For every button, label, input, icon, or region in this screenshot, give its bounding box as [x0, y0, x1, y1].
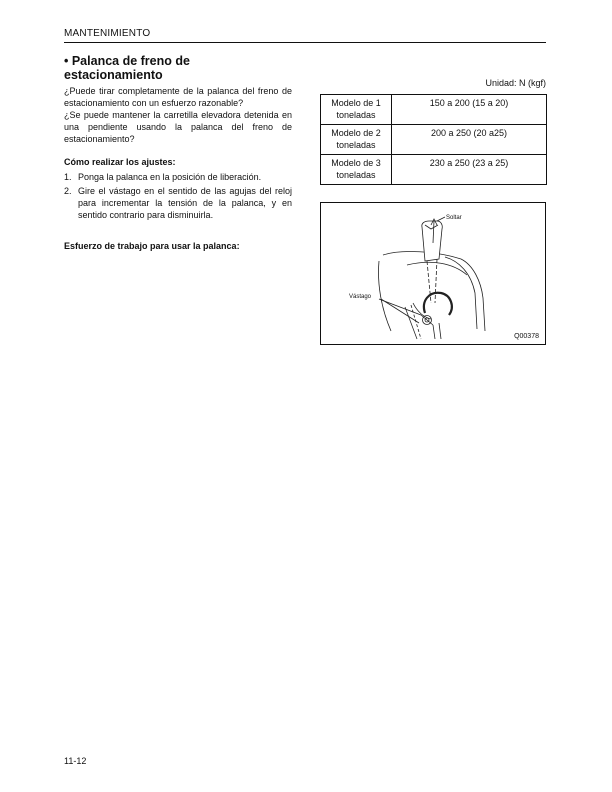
main-text-column: [64, 54, 292, 251]
model-cell: Modelo de 2 toneladas: [321, 125, 392, 155]
question-1: ¿Puede tirar completamente de la palanca del freno de estacionamiento con un esfuerzo razonable?: [64, 86, 292, 108]
release-label: Soltar: [446, 215, 462, 221]
step-item: [64, 171, 292, 183]
steps-list: [64, 171, 292, 221]
question-2: ¿Se puede mantener la carretilla elevadora detenida en una pendiente usando la palanca del freno de estacionamiento?: [64, 110, 292, 144]
model-cell: Modelo de 1 toneladas: [321, 95, 392, 125]
model-cell: Modelo de 3 toneladas: [321, 155, 392, 185]
page-number: 11-12: [64, 756, 87, 766]
value-cell: 230 a 250 (23 a 25): [392, 155, 547, 185]
effort-heading: Esfuerzo de trabajo para usar la palanca:: [64, 241, 240, 251]
section-header: MANTENIMIENTO: [64, 28, 151, 39]
header-rule: [64, 42, 546, 43]
parking-brake-lever-illustration: [321, 203, 547, 346]
unit-label: Unidad: N (kgf): [485, 78, 546, 88]
step-text: Gire el vástago en el sentido de las agujas del reloj para incrementar la tensión de la palanca, y en sentido contrario para disminuirla.: [78, 186, 292, 220]
adjust-heading: Cómo realizar los ajustes:: [64, 157, 176, 167]
parking-brake-figure: [320, 202, 546, 345]
table-row: [321, 95, 547, 125]
figure-code: Q00378: [514, 333, 539, 340]
step-item: [64, 185, 292, 221]
value-cell: 200 a 250 (20 a25): [392, 125, 547, 155]
section-title: • Palanca de freno de estacionamiento: [64, 54, 190, 82]
value-cell: 150 a 200 (15 a 20): [392, 95, 547, 125]
table-row: [321, 125, 547, 155]
table-row: [321, 155, 547, 185]
step-number: 2.: [64, 186, 72, 196]
step-number: 1.: [64, 172, 72, 182]
step-text: Ponga la palanca en la posición de liberación.: [78, 172, 262, 182]
effort-spec-table: [320, 94, 547, 185]
rod-label: Vástago: [349, 294, 372, 300]
